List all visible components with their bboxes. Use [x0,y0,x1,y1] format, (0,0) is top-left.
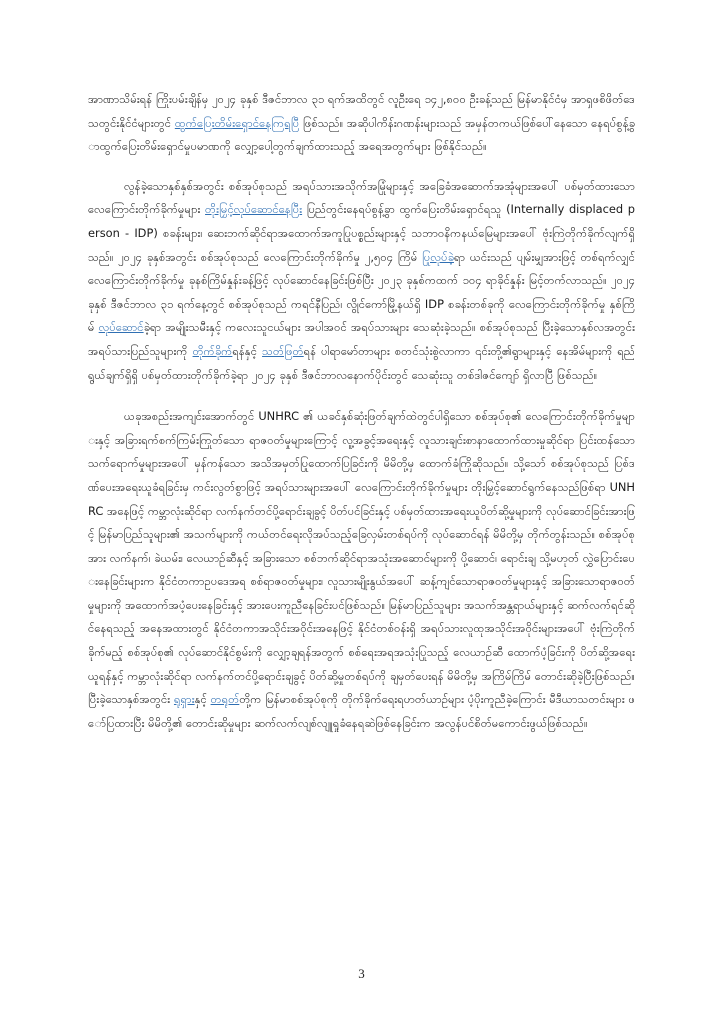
link-china[interactable]: တရုတ် [210,692,240,707]
paragraph-3-text-2: နှင့် [194,692,211,707]
paragraph-3-text-3: တို့က မြန်မာစစ်အုပ်စုကို တိုက်ခိုက်ရေးရဟတ်ယာဉ်များ ပံ့ပိုးကူညီခဲ့ကြောင်း မီဒီယာသတင်းများ ဖော်ပြထားပြီး မိမိတို့၏ တောင်းဆိုမှုများ ဆက်လက်လျစ်လျူရှုခံနေရဆဲဖြစ်နေခြင်းက အလွန်ပင်စိတ်မကောင်းဖွယ်ဖြစ်သည်။ [88,692,635,730]
paragraph-2-text-5: ရန်နှင့် [232,343,263,358]
link-fled-displaced[interactable]: ထွက်ပြေးတိမ်းရှောင်နေကြရပြီ [174,115,300,130]
paragraph-3-text-1: ယခုအစည်းအကျင်းအောက်တွင် UNHRC ၏ ယခင်နှစ်ဆုံးဖြတ်ချက်ထဲတွင်ပါရှိသော စစ်အုပ်စု၏ လေကြောင်းတိုက်ခိုက်မှုများနှင့် အခြားရက်စက်ကြမ်းကြုတ်သော ရာဇဝတ်မှုများကြောင့် လူ့အခွင့်အရေးနှင့် လူသားချင်းစာနာထောက်ထားမှုဆိုင်ရာ ပြင်းထန်သောသက်ရောက်မှုများအပေါ် မှန်ကန်သော အသိအမှတ်ပြုထောက်ပြခြင်းကို မိမိတို့မှ ထောက်ခံကြိုဆိုသည်။ သို့သော် စစ်အုပ်စုသည် ပြစ်ဒဏ်ပေးအရေးယူခံရခြင်းမှ ကင်းလွတ်စွာဖြင့် အရပ်သားများအပေါ် လေကြောင်းတိုက်ခိုက်မှုများ တိုးမြှင့်ဆောင်ရွက်နေသည်ဖြစ်ရာ UNHRC အနေဖြင့် ကမ္ဘာလုံးဆိုင်ရာ လက်နက်တင်ပို့ရောင်းချခွင့် ပိတ်ပင်ခြင်းနှင့် ပစ်မှတ်ထားအရေးယူပိတ်ဆို့မှုများကို လုပ်ဆောင်ခြင်းအားဖြင့် မြန်မာပြည်သူများ၏ အသက်များကို ကယ်တင်ရေးလိုအပ်သည့်ခြေလှမ်းတစ်ရပ်ကို လုပ်ဆောင်ရန် မိမိတို့မှ တိုက်တွန်းသည်။ စစ်အုပ်စုအား လက်နက်၊ ခဲယမ်း၊ လေယာဉ်ဆီနှင့် အခြားသော စစ်ဘက်ဆိုင်ရာအသုံးအဆောင်များကို ပို့ဆောင်၊ ရောင်းချ သို့မဟုတ် လွှဲပြောင်းပေးနေခြင်းများက နိုင်ငံတကာဥပဒေအရ စစ်ရာဇဝတ်မှုများ၊ လူသားမျိုးနွယ်အပေါ် ဆန့်ကျင်သောရာဇဝတ်မှုများနှင့် အခြားသောရာဇဝတ်မှုများကို အထောက်အပံ့ပေးနေခြင်းနှင့် အားပေးကူညီနေခြင်းပင်ဖြစ်သည်။ မြန်မာပြည်သူများ အသက်အန္တရာယ်များနှင့် ဆက်လက်ရင်ဆိုင်နေရသည့် အနေအထားတွင် နိုင်ငံတကာအသိုင်းအဝိုင်းအနေဖြင့် နိုင်ငံတစ်ဝန်းရှိ အရပ်သားလူထုအသိုင်းအဝိုင်းများအပေါ် ဗုံးကြဲတိုက်ခိုက်မည့် စစ်အုပ်စု၏ လုပ်ဆောင်နိုင်စွမ်းကို လျှော့ချရန်အတွက် စစ်ရေးအရအသုံးပြုသည့် လေယာဉ်ဆီ ထောက်ပံ့ခြင်းကို ပိတ်ဆို့အရေးယူရန်နှင့် ကမ္ဘာလုံးဆိုင်ရာ လက်နက်တင်ပို့ရောင်းချခွင့် ပိတ်ဆို့မှုတစ်ရပ်ကို ချမှတ်ပေးရန် မိမိတို့မှ အကြိမ်ကြိမ် တောင်းဆိုခဲ့ပြီးဖြစ်သည်။ ပြီးခဲ့သောနှစ်အတွင်း [88,409,635,707]
paragraph-3 [88,405,635,735]
paragraph-1 [88,88,635,159]
link-kill[interactable]: သတ်ဖြတ် [262,343,304,358]
link-russia[interactable]: ရုရှား [173,692,195,707]
paragraph-2-text-4: ခဲ့ရာ အမျိုးသမီးနှင့် ကလေးသူငယ်များ အပါအဝင် အရပ်သားများ သေဆုံးခဲ့သည်။ စစ်အုပ်စုသည် ပြီးခဲ့သောနှစ်လအတွင်း အရပ်သားပြည်သူများကို [88,320,635,358]
link-carried-out[interactable]: ပြုလုပ်ခဲ့ [421,249,454,264]
paragraph-2-text-2: ပြည်တွင်းနေရပ်စွန့်ခွာ ထွက်ပြေးတိမ်းရှောင်ရသူ (Internally displaced person - IDP) စခန်းများ၊ ဆေးဘက်ဆိုင်ရာအထောက်အကူပြုပစ္စည်းများနှင့် သဘာဝနိကနယ်မြေများအပေါ် ဗုံးကြဲတိုက်ခိုက်လျက်ရှိသည်။ ၂၀၂၄ ခုနှစ်အတွင်း စစ်အုပ်စုသည် လေကြောင်းတိုက်ခိုက်မှု ၂,၅၀၄ ကြိမ် [88,202,636,264]
paragraph-2-text-1: လွန်ခဲ့သောနှစ်နှစ်အတွင်း စစ်အုပ်စုသည် အရပ်သားအသိုက်အမြုံများနှင့် အခြေခံအဆောက်အအုံများအပေါ် ပစ်မှတ်ထားသော လေကြောင်းတိုက်ခိုက်မှုများ [88,178,635,217]
paragraph-1-text-1: အာဏာသိမ်းရန် ကြိုးပမ်းချိန်မှ ၂၀၂၄ ခုနှစ် ဒီဇင်ဘာလ ၃၁ ရက်အထိတွင် လူဦးရေ ၁၄၂,၈၀၀ ဦးခန့်သည် မြန်မာနိုင်ငံမှ အာရှဖစိဖိတ်ဒေသတွင်းနိုင်ငံများတွင် [88,92,635,130]
paragraph-2 [88,175,635,387]
link-conducted[interactable]: လုပ်ဆောင် [98,320,144,335]
paragraph-2-text-3: ရာ ယင်းသည် ပျမ်းမျှအားဖြင့် တစ်ရက်လျှင် လေကြောင်းတိုက်ခိုက်မှု ခုနစ်ကြိမ်နှုန်းခန့်ဖြင့် လုပ်ဆောင်နေခြင်းဖြစ်ပြီး ၂၀၂၃ ခုနှစ်ကထက် ၁၀၄ ရာခိုင်နှုန်း မြင့်တက်လာသည်။ ၂၀၂၄ ခုနှစ် ဒီဇင်ဘာလ ၃၁ ရက်နေ့တွင် စစ်အုပ်စုသည် ကရင်နီပြည်၊ လွိုင်ကော်မြို့နယ်ရှိ IDP စခန်းတစ်ခုကို လေကြောင်းတိုက်ခိုက်မှု နှစ်ကြိမ် [88,249,636,335]
page-number: 3 [358,966,365,981]
link-intensified-attacks[interactable]: တိုးမြှင့်လုပ်ဆောင်နေပြီး [205,202,303,217]
paragraph-2-text-6: ရန် ပါရာမော်တာများ စတင်သုံးစွဲလာကာ ၎င်းတို့၏ရွာများနှင့် နေအိမ်များကို ရည် ရွယ်ချက်ရှိရှိ ပစ်မှတ်ထားတိုက်ခိုက်ခဲ့ရာ ၂၀၂၄ ခုနှစ် ဒီဇင်ဘာလနောက်ပိုင်းတွင် သေဆုံးသူ တစ်ဒါဇင်ကျော် ရှိလာပြီ ဖြစ်သည်။ [88,343,635,382]
link-attack[interactable]: တိုက်ခိုက် [192,343,233,358]
paragraph-1-text-2: ဖြစ်သည်။ အဆိုပါကိန်းဂဏန်းများသည် အမှန်တကယ်ဖြစ်ပေါ်နေသော နေရပ်စွန့်ခွာထွက်ပြေးတိမ်းရှောင်မှုပမာဏကို လျှော့ပေါ့တွက်ချက်ထားသည့် အရေအတွက်များ ဖြစ်နိုင်သည်။ [88,115,636,154]
